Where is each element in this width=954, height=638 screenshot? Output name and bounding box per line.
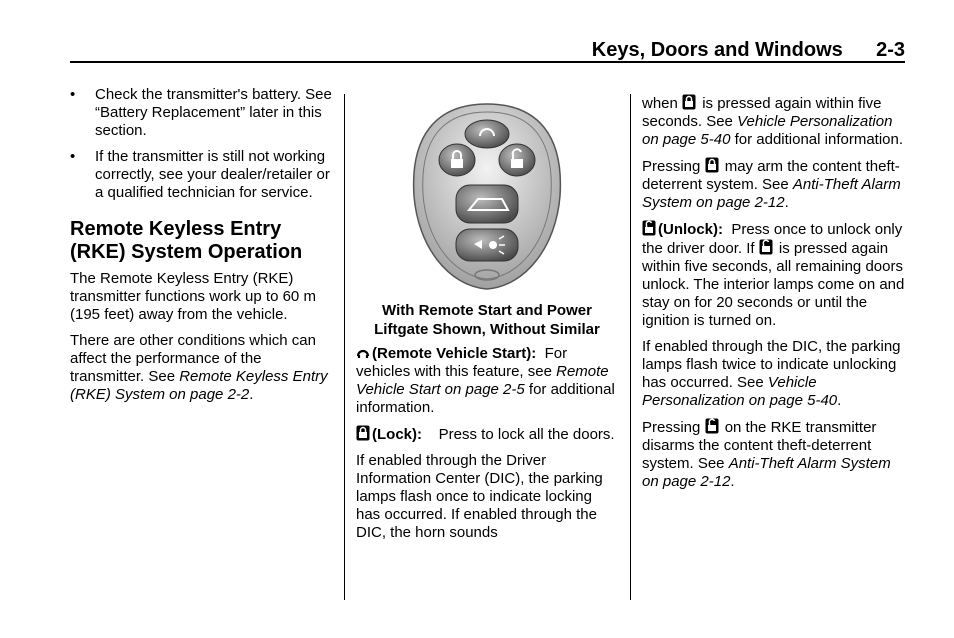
lock-label: (Lock): xyxy=(372,426,422,443)
paragraph-text: Press once to unlock only the driver door. If xyxy=(642,221,903,257)
unlock-icon xyxy=(705,418,719,434)
column-2 xyxy=(356,86,618,550)
bullet-item xyxy=(70,148,332,202)
paragraph-text: is pressed again within five seconds, all remaining doors unlock. The interior lamps come on and stay on for 20 seconds or until the ignition is turned on. xyxy=(642,240,905,329)
key-fob-illustration xyxy=(356,86,618,291)
unlock-icon xyxy=(642,220,656,236)
remote-start-label: (Remote Vehicle Start): xyxy=(372,345,537,362)
paragraph-text: . xyxy=(837,392,842,409)
cross-reference-link[interactable]: Vehicle Personalization on page 5-40 xyxy=(642,374,838,409)
cross-reference-link[interactable]: Remote Keyless Entry (RKE) System on page 2-2 xyxy=(70,368,328,403)
paragraph-text: Press to lock all the doors. xyxy=(438,426,615,443)
unlock-icon xyxy=(759,239,773,255)
paragraph-text: may arm the content theft-deterrent system. See xyxy=(642,158,900,193)
column-1 xyxy=(70,86,332,412)
bullet-text: Check the transmitter's battery. See “Battery Replacement” later in this section. xyxy=(95,86,332,139)
bullet-dot: • xyxy=(70,86,76,103)
lock-horn-paragraph xyxy=(642,94,907,149)
paragraph-text: Pressing xyxy=(642,158,705,175)
paragraph-text: for additional information. xyxy=(730,131,904,148)
unlock-paragraph xyxy=(642,220,907,330)
cross-reference-link[interactable]: Vehicle Personalization on page 5-40 xyxy=(642,113,893,148)
bullet-item xyxy=(70,86,332,140)
unlock-label: (Unlock): xyxy=(658,221,723,238)
punctuation: . xyxy=(249,386,254,403)
paragraph-text: For vehicles with this feature, see xyxy=(356,345,568,380)
paragraph-text: . xyxy=(730,473,735,490)
arm-theft-paragraph xyxy=(642,157,907,212)
paragraph-conditions xyxy=(70,332,332,404)
lock-icon xyxy=(356,425,370,441)
paragraph-text: Pressing xyxy=(642,419,705,436)
page-header xyxy=(70,36,905,64)
header-rule xyxy=(70,61,905,63)
paragraph-text: If enabled through the DIC, the parking lamps flash twice to indicate unlocking has occurred. See xyxy=(642,338,901,391)
lock-icon xyxy=(682,94,696,110)
bullet-text: If the transmitter is still not working correctly, see your dealer/retailer or a qualified technician for service. xyxy=(95,148,330,201)
key-fob-image xyxy=(356,86,618,291)
remote-start-paragraph xyxy=(356,345,618,417)
unlock-dic-paragraph xyxy=(642,338,907,410)
column-divider-1 xyxy=(344,94,345,600)
paragraph-range: The Remote Keyless Entry (RKE) transmitter functions work up to 60 m (195 feet) away from the vehicle. xyxy=(70,270,316,323)
section-heading: Remote Keyless Entry (RKE) System Operation xyxy=(70,218,303,263)
paragraph-text: . xyxy=(784,194,789,211)
cross-reference-link[interactable]: Anti-Theft Alarm System on page 2-12 xyxy=(642,176,901,211)
column-divider-2 xyxy=(630,94,631,600)
cross-reference-link[interactable]: Anti-Theft Alarm System on page 2-12 xyxy=(642,455,891,490)
header-title: Keys, Doors and Windows 2-3 xyxy=(591,39,905,61)
remote-start-icon xyxy=(356,345,370,360)
lock-paragraph xyxy=(356,425,618,444)
paragraph-text: on the RKE transmitter disarms the content theft-deterrent system. See xyxy=(642,419,877,472)
column-3 xyxy=(642,94,907,499)
paragraph-text: There are other conditions which can affect the performance of the transmitter. See xyxy=(70,332,316,385)
cross-reference-link[interactable]: Remote Vehicle Start on page 2-5 xyxy=(356,363,609,398)
bullet-dot: • xyxy=(70,148,76,165)
paragraph-text: for additional information. xyxy=(356,381,615,416)
dic-paragraph: If enabled through the Driver Information Center (DIC), the parking lamps flash once to indicate locking has occurred. If enabled through the DIC, the horn sounds xyxy=(356,452,603,541)
lock-icon xyxy=(705,157,719,173)
figure-caption: With Remote Start and Power Liftgate Shown, Without Similar xyxy=(374,302,600,338)
paragraph-text: when xyxy=(642,95,683,112)
paragraph-text: is pressed again within five seconds. See xyxy=(642,95,882,130)
disarm-paragraph xyxy=(642,418,907,491)
